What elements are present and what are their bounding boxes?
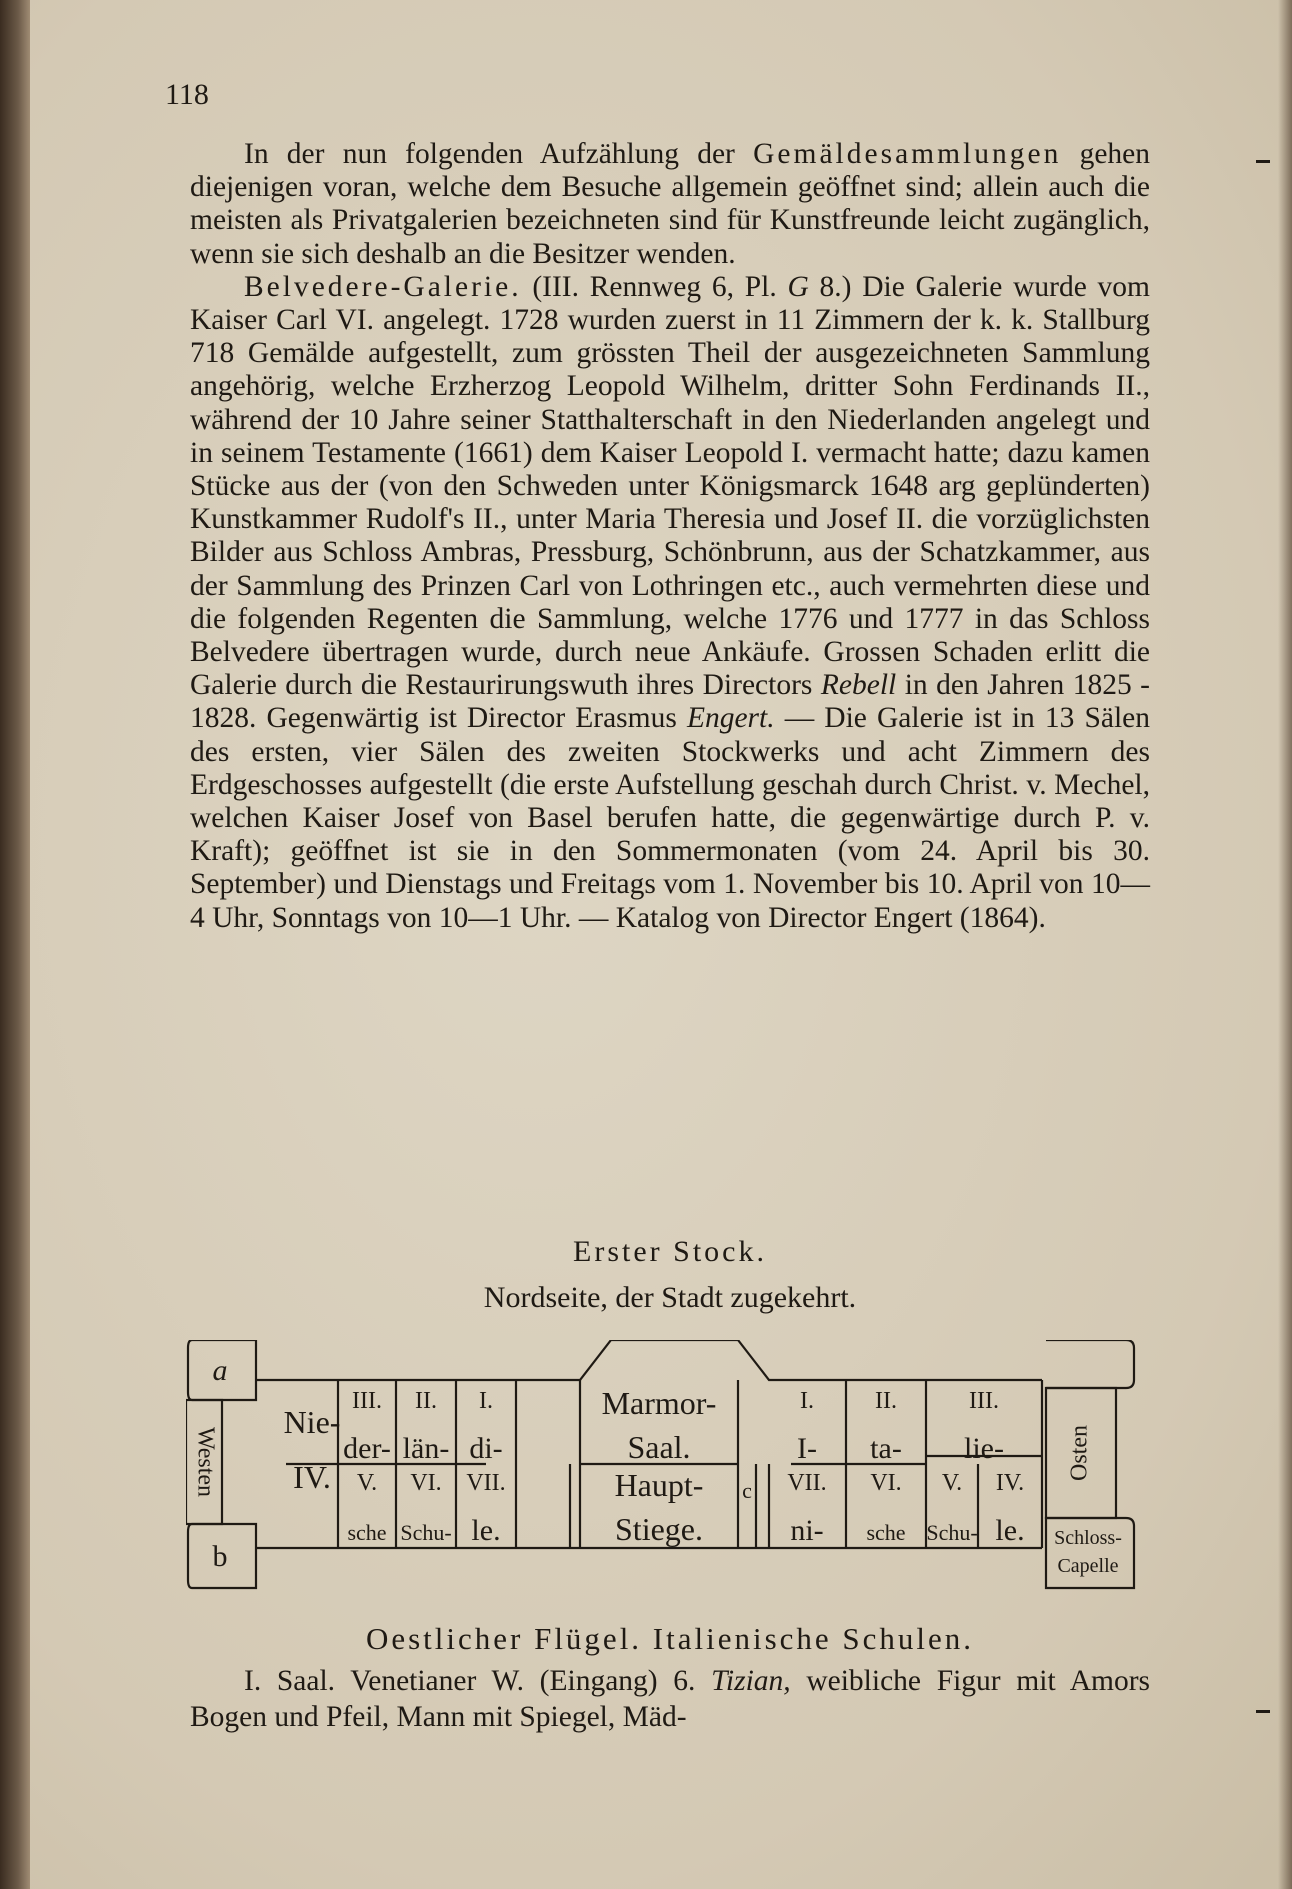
room-labels	[284, 1385, 1025, 1547]
plan-label-c: c	[742, 1478, 752, 1503]
italic-text: G	[787, 270, 809, 303]
italic-text: Engert.	[686, 702, 775, 735]
room-label-e5: V.	[941, 1470, 963, 1496]
room-label-e7: ni-	[790, 1514, 824, 1547]
saal-description	[190, 1663, 1150, 1735]
paragraph-belvedere	[190, 271, 1150, 935]
page-edge-shadow	[1278, 0, 1292, 1889]
plan-label-b: b	[212, 1540, 228, 1573]
spaced-text: Belvedere-Galerie.	[244, 270, 522, 303]
margin-mark	[1256, 1710, 1270, 1713]
plan-label-schloss-1: Schloss-	[1054, 1527, 1122, 1549]
heading-erster-stock: Erster Stock.	[573, 1235, 767, 1268]
spaced-text: Gemäldesammlungen	[753, 138, 1062, 170]
plan-label-a: a	[212, 1354, 228, 1387]
plan-label-osten: Osten	[1066, 1425, 1093, 1481]
room-label-w7: VII.	[466, 1470, 506, 1496]
room-label-e5: Schu-	[926, 1520, 978, 1545]
text-run: — Die Galerie ist in 13 Sälen des ersten, vier Sälen des zweiten Stockwerks und acht Zimmern des Erdgeschosses aufgestellt (die erste Aufstellung geschah durch Christ. v. Mechel, welchen Kaiser Josef von Basel berufen hatte, die gegenwärtige durch P. v. Kraft); geöffnet ist sie in den Sommermonaten (vom 24. April bis 30. September) und Dienstags und Freitags vom 1. November bis 10. April von 10—4 Uhr, Sonntags von 10—1 Uhr. — Katalog von Director Engert (1864).	[190, 702, 1150, 934]
room-label-w6: VI.	[410, 1470, 442, 1496]
room-label-w5: sche	[347, 1520, 387, 1545]
room-label-e6: sche	[866, 1520, 906, 1545]
page-number: 118	[165, 78, 209, 111]
floor-plan	[186, 1340, 1146, 1602]
text-run: in den Jahren 1825 - 1828. Gegenwärtig ist Director Erasmus	[190, 669, 1150, 735]
room-label-e2: ta-	[870, 1432, 902, 1465]
room-label-e7: VII.	[787, 1470, 827, 1496]
margin-mark	[1256, 160, 1270, 163]
paragraph-saal-1	[190, 1663, 1150, 1735]
heading-oestlicher-fluegel: Oestlicher Flügel. Italienische Schulen.	[365, 1621, 975, 1656]
text-run: 8.) Die Galerie wurde vom Kaiser Carl VI. angelegt. 1728 wurden zuerst in 11 Zimmern der k. k. Stallburg 718 Gemälde aufgestellt, zum grössten Theil der ausgezeichneten Sammlung angehörig, welche Erzherzog Leopold Wilhelm, dritter Sohn Ferdinands II., während der 10 Jahre seiner Statthalterschaft in den Niederlanden angelegt und in seinem Testamente (1661) dem Kaiser Leopold I. vermacht hatte; dazu kamen Stücke aus der (von den Schweden unter Königsmarck 1648 arg geplünderten) Kunstkammer Rudolf's II., unter Maria Theresia und Josef II. die vorzüglichsten Bilder aus Schloss Ambras, Pressburg, Schönbrunn, aus der Schatzkammer, aus der Sammlung des Prinzen Carl von Lothringen etc., auch vermehrten diese und die folgenden Regenten die Sammlung, welche 1776 und 1777 in das Schloss Belvedere übertragen wurde, durch neue Ankäufe. Grossen Schaden erlitt die Galerie durch die Restaurirungswuth ihres Directors	[190, 270, 1150, 702]
room-label-w3: III.	[352, 1388, 382, 1414]
room-label-e3: III.	[969, 1388, 999, 1414]
room-label-w2: II.	[415, 1388, 437, 1414]
room-label-e6: VI.	[870, 1470, 902, 1496]
room-label-w1: di-	[469, 1432, 503, 1465]
plan-label-schloss-2: Capelle	[1057, 1555, 1119, 1577]
room-label-w7: le.	[471, 1514, 501, 1547]
room-label-e1: I-	[797, 1432, 817, 1465]
room-label-nie: Nie-	[283, 1404, 341, 1440]
text-run: gehen diejenigen voran, welche dem Besuche allgemein geöffnet sind; allein auch die meisten als Privatgalerien bezeichneten sind für Kunstfreunde leicht zugänglich, wenn sie sich deshalb an die Besitzer wenden.	[190, 138, 1151, 270]
floor-plan-svg	[186, 1340, 1146, 1602]
text-run: (III. Rennweg 6, Pl.	[521, 270, 788, 303]
room-label-e1: I.	[800, 1388, 814, 1414]
text-run: In der nun folgenden Aufzählung der	[244, 138, 754, 170]
room-label-w5: V.	[356, 1470, 378, 1496]
room-label-w1: I.	[479, 1388, 493, 1414]
room-label-w3: der-	[343, 1432, 391, 1465]
heading-nordseite: Nordseite, der Stadt zugekehrt.	[483, 1281, 857, 1314]
book-spine-shadow	[0, 0, 30, 1889]
paragraph-intro	[190, 138, 1150, 271]
room-label-marmor: Marmor-	[601, 1385, 717, 1421]
italic-text: Rebell	[820, 669, 897, 702]
italic-text: Tizian,	[711, 1665, 791, 1697]
plan-label-westen: Westen	[192, 1426, 219, 1498]
room-label-w4: IV.	[293, 1459, 331, 1495]
text-run: I. Saal. Venetianer W. (Eingang) 6.	[244, 1665, 712, 1697]
room-label-e4: le.	[995, 1514, 1025, 1547]
room-label-haupt: Stiege.	[615, 1511, 703, 1547]
room-label-marmor: Saal.	[627, 1429, 691, 1465]
room-label-e3: lie-	[964, 1432, 1004, 1465]
room-label-w2: län-	[402, 1432, 450, 1465]
room-label-e2: II.	[875, 1388, 897, 1414]
room-label-w6: Schu-	[400, 1520, 452, 1545]
body-text	[190, 138, 1150, 935]
text-run: weibliche Figur mit Amors Bogen und Pfeil, Mann mit Spiegel, Mäd-	[190, 1665, 1151, 1733]
room-label-e4: IV.	[995, 1470, 1025, 1496]
room-label-haupt: Haupt-	[614, 1467, 704, 1503]
